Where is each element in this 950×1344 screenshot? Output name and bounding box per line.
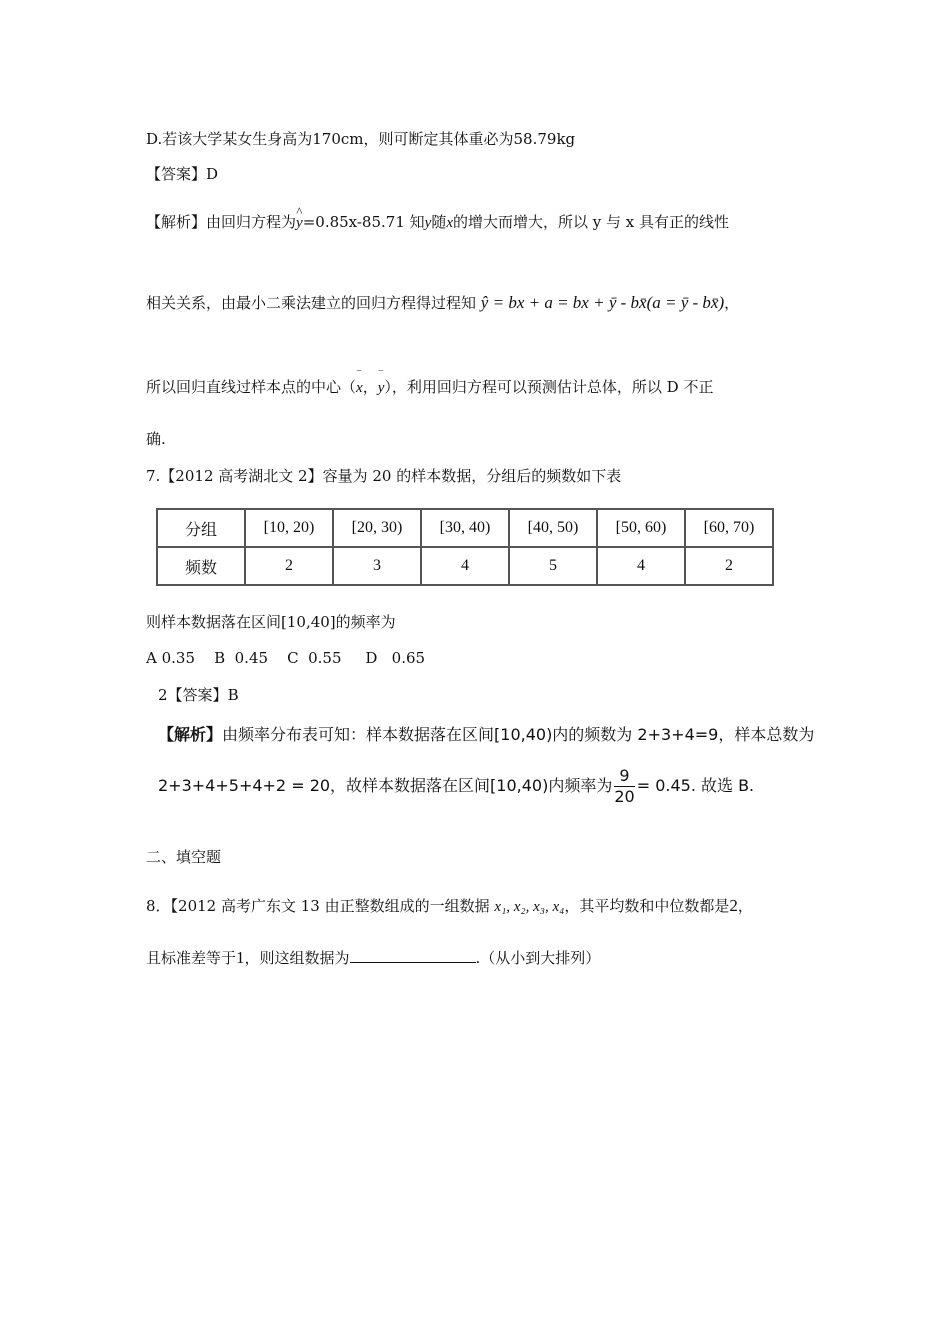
table-cell: [30, 40) <box>421 509 509 547</box>
punctuation: ， <box>362 378 378 396</box>
y-letter: y <box>296 215 303 231</box>
answer-label: 【答案】 <box>167 686 228 704</box>
analysis-text: ），利用回归方程可以预测估计总体，所以 D 不正 <box>384 378 714 396</box>
q6-option-d: D.若该大学某女生身高为170cm，则可断定其体重必为58.79kg <box>146 130 576 148</box>
answer-blank[interactable] <box>350 948 476 963</box>
table-cell: 4 <box>421 547 509 585</box>
q7-question: 则样本数据落在区间[10,40]的频率为 <box>146 613 396 631</box>
table-row-counts <box>157 547 773 585</box>
question-text: ，则这组数据为 <box>244 949 350 967</box>
number-one: 1 <box>236 948 245 967</box>
question-text: .（从小到大排列） <box>475 949 601 967</box>
analysis-text: 2+3+4+5+4+2 = 20，故样本数据落在区间[10,40)内频率为 <box>158 776 613 795</box>
y-letter: y <box>377 380 385 396</box>
table-row-groups <box>157 509 773 547</box>
analysis-label: 【解析】 <box>146 213 207 231</box>
table-cell: [60, 70) <box>685 509 773 547</box>
y-bar-symbol <box>377 369 385 399</box>
table-cell: 5 <box>509 547 597 585</box>
analysis-text: 由频率分布表可知：样本数据落在区间[10,40)内的频数为 2+3+4=9，样本总数为 <box>222 725 815 744</box>
regression-formula: ŷ = bx + a = bx + ȳ - bx̄(a = ȳ - bx̄) <box>480 293 725 312</box>
table-cell: [40, 50) <box>509 509 597 547</box>
bar-mark: ‾ <box>378 369 383 383</box>
number-two: 2 <box>729 896 738 915</box>
q6-analysis-line-4: 确. <box>146 430 166 448</box>
answer-value: D <box>206 165 219 183</box>
table-cell: [50, 60) <box>597 509 685 547</box>
fraction-denominator: 20 <box>614 787 635 806</box>
table-row-label: 频数 <box>157 547 245 585</box>
analysis-text: =0.85x-85.71 知 <box>302 213 425 231</box>
q7-options: A 0.35 B 0.45 C 0.55 D 0.65 <box>146 649 426 667</box>
analysis-text: 由回归方程为 <box>206 213 297 231</box>
q6-analysis-line-2 <box>146 292 739 314</box>
q7-analysis-line-1 <box>158 724 814 746</box>
q7-answer <box>158 684 239 706</box>
fraction-numerator: 9 <box>614 766 634 787</box>
answer-value: B <box>227 686 239 704</box>
fraction-9-over-20 <box>614 766 634 807</box>
data-variables: x₁, x₂, x₃, x₄ <box>494 899 565 915</box>
answer-label: 【答案】 <box>146 165 207 183</box>
question-text: 且标准差等于 <box>146 949 237 967</box>
q6-answer <box>146 163 218 185</box>
table-cell: 2 <box>245 547 333 585</box>
frequency-table <box>156 508 774 586</box>
q8-line-2 <box>146 947 600 969</box>
table-cell: [20, 30) <box>333 509 421 547</box>
q7-analysis-line-2 <box>158 765 754 807</box>
section-title: 二、填空题 <box>146 848 222 866</box>
table-cell: [10, 20) <box>245 509 333 547</box>
answer-prefix: 2 <box>158 686 168 704</box>
question-text: 8．【2012 高考广东文 13 由正整数组成的一组数据 <box>146 897 490 915</box>
punctuation: ， <box>724 294 740 312</box>
table-row-label: 分组 <box>157 509 245 547</box>
analysis-text: 随 <box>431 213 447 231</box>
y-symbol: y <box>424 215 432 231</box>
hat-mark: ^ <box>296 204 302 219</box>
q6-analysis-line-3 <box>146 369 714 399</box>
x-symbol: x <box>446 215 454 231</box>
analysis-text: 相关关系，由最小二乘法建立的回归方程得过程知 <box>146 294 477 312</box>
bar-mark: ‾ <box>357 369 362 383</box>
y-hat-symbol <box>296 204 303 234</box>
question-text: ，其平均数和中位数都是 <box>564 897 730 915</box>
table-cell: 3 <box>333 547 421 585</box>
analysis-label: 【解析】 <box>158 725 223 744</box>
punctuation: ， <box>737 897 753 915</box>
analysis-text: 所以回归直线过样本点的中心（ <box>146 378 357 396</box>
x-bar-symbol <box>356 369 363 399</box>
analysis-text: = 0.45. 故选 B. <box>636 776 755 795</box>
table-cell: 2 <box>685 547 773 585</box>
q7-title: 7.【2012 高考湖北文 2】容量为 20 的样本数据，分组后的频数如下表 <box>146 467 622 485</box>
q8-line-1 <box>146 895 753 918</box>
q6-analysis-line-1 <box>146 204 730 234</box>
x-letter: x <box>356 380 363 396</box>
analysis-text: 的增大而增大，所以 y 与 x 具有正的线性 <box>453 213 730 231</box>
table-cell: 4 <box>597 547 685 585</box>
